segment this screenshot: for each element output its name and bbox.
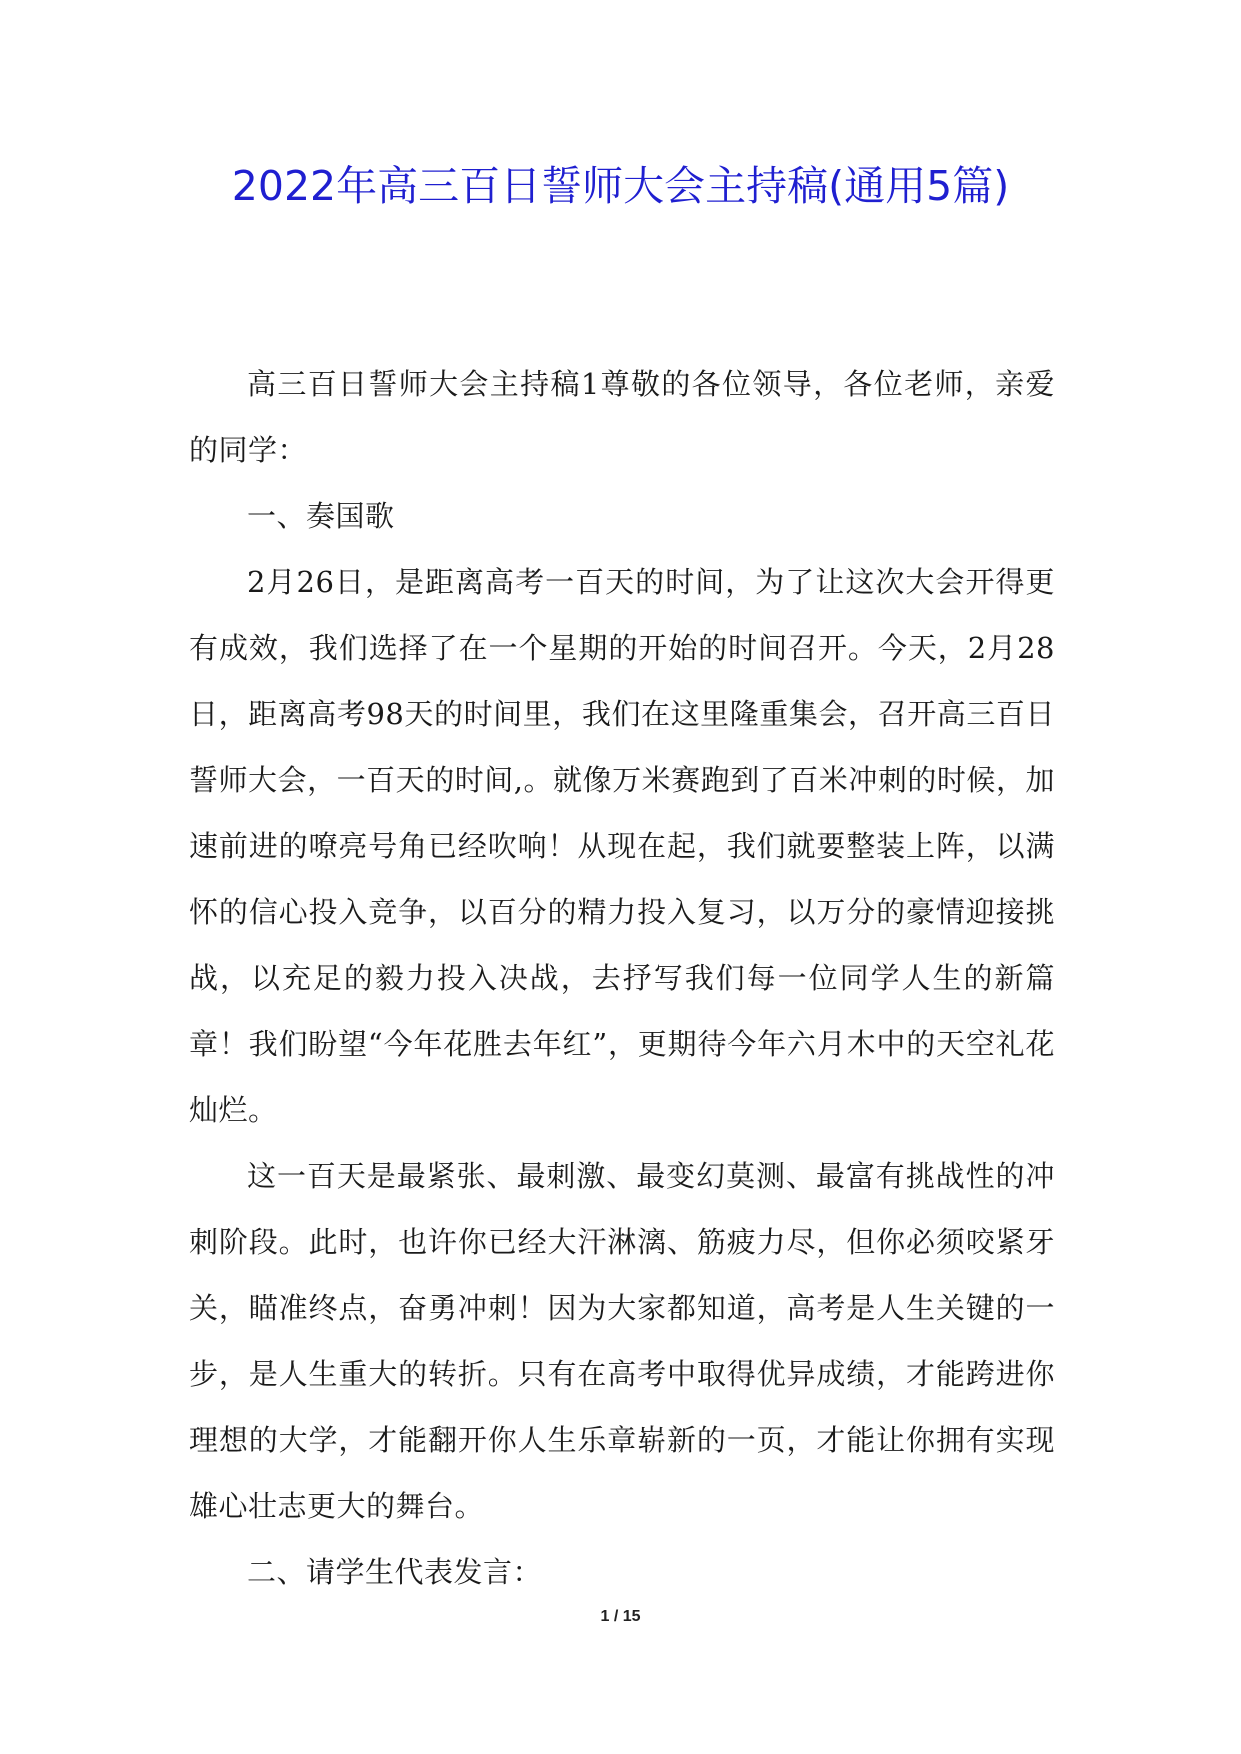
document-title: 2022年高三百日誓师大会主持稿(通用5篇): [231, 162, 1010, 210]
document-body: [189, 351, 1055, 1605]
paragraph-sprint: 这一百天是最紧张、最刺激、最变幻莫测、最富有挑战性的冲刺阶段。此时，也许你已经大汗淋漓、筋疲力尽，但你必须咬紧牙关，瞄准终点，奋勇冲刺！因为大家都知道，高考是人生关键的一步，是人生重大的转折。只有在高考中取得优异成绩，才能跨进你理想的大学，才能翻开你人生乐章崭新的一页，才能让你拥有实现雄心壮志更大的舞台。: [189, 1159, 1055, 1523]
paragraph-section-anthem: 一、奏国歌: [247, 499, 395, 533]
paragraph-countdown: 2月26日，是距离高考一百天的时间，为了让这次大会开得更有成效，我们选择了在一个星期的开始的时间召开。今天，2月28日，距离高考98天的时间里，我们在这里隆重集会，召开高三百日誓师大会，一百天的时间,。就像万米赛跑到了百米冲刺的时候，加速前进的嘹亮号角已经吹响！从现在起，我们就要整装上阵，以满怀的信心投入竞争，以百分的精力投入复习，以万分的豪情迎接挑战，以充足的毅力投入决战，去抒写我们每一位同学人生的新篇章！我们盼望“今年花胜去年红”，更期待今年六月木中的天空礼花灿烂。: [189, 565, 1055, 1127]
page-number: 1 / 15: [600, 1608, 641, 1625]
paragraph-greeting: 高三百日誓师大会主持稿1尊敬的各位领导，各位老师，亲爱的同学：: [189, 367, 1055, 467]
paragraph-section-speech: 二、请学生代表发言：: [247, 1555, 543, 1589]
